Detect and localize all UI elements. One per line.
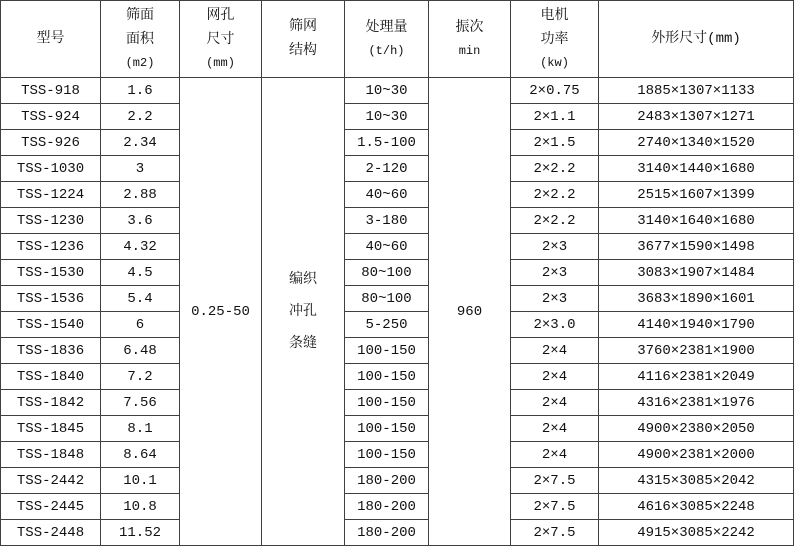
cell-model: TSS-926 [1, 130, 101, 156]
header-frequency-unit: min [458, 44, 481, 58]
cell-model: TSS-1030 [1, 156, 101, 182]
cell-power: 2×2.2 [511, 208, 599, 234]
header-capacity [345, 1, 429, 78]
table-row [1, 494, 794, 520]
table-row [1, 260, 794, 286]
cell-model: TSS-1845 [1, 416, 101, 442]
cell-screen-area: 2.88 [101, 182, 180, 208]
cell-screen-area: 4.5 [101, 260, 180, 286]
cell-model: TSS-1836 [1, 338, 101, 364]
cell-dimensions: 4900×2381×2000 [599, 442, 794, 468]
table-row [1, 468, 794, 494]
cell-screen-area: 2.34 [101, 130, 180, 156]
header-structure [262, 1, 345, 78]
cell-capacity: 10~30 [345, 78, 429, 104]
cell-dimensions: 3677×1590×1498 [599, 234, 794, 260]
table-row [1, 130, 794, 156]
cell-power: 2×4 [511, 390, 599, 416]
header-model-label: 型号 [36, 31, 65, 47]
cell-screen-area: 2.2 [101, 104, 180, 130]
cell-power: 2×3.0 [511, 312, 599, 338]
cell-dimensions: 3683×1890×1601 [599, 286, 794, 312]
cell-dimensions: 3760×2381×1900 [599, 338, 794, 364]
cell-capacity: 80~100 [345, 260, 429, 286]
cell-capacity: 180-200 [345, 468, 429, 494]
cell-capacity: 180-200 [345, 520, 429, 546]
cell-capacity: 1.5-100 [345, 130, 429, 156]
header-model [1, 1, 101, 78]
cell-capacity: 100-150 [345, 416, 429, 442]
cell-screen-structure-merged [262, 78, 345, 546]
cell-power: 2×0.75 [511, 78, 599, 104]
table-row [1, 312, 794, 338]
screen-structure-line: 冲孔 [289, 303, 317, 320]
table-row [1, 182, 794, 208]
table-row [1, 156, 794, 182]
cell-dimensions: 4616×3085×2248 [599, 494, 794, 520]
table-row [1, 416, 794, 442]
cell-screen-area: 8.64 [101, 442, 180, 468]
header-dimensions [599, 1, 794, 78]
header-capacity-line1: 处理量 [365, 20, 408, 36]
cell-vibration-frequency-merged: 960 [429, 78, 511, 546]
table-row [1, 390, 794, 416]
screen-structure-line: 条缝 [289, 335, 317, 352]
cell-screen-area: 8.1 [101, 416, 180, 442]
header-mesh-size-unit: (mm) [206, 56, 235, 70]
cell-power: 2×1.1 [511, 104, 599, 130]
cell-power: 2×3 [511, 260, 599, 286]
table-row [1, 286, 794, 312]
cell-power: 2×3 [511, 234, 599, 260]
cell-model: TSS-1842 [1, 390, 101, 416]
cell-model: TSS-1236 [1, 234, 101, 260]
table-row [1, 520, 794, 546]
cell-model: TSS-2445 [1, 494, 101, 520]
cell-dimensions: 3140×1440×1680 [599, 156, 794, 182]
header-screen-area-unit: (m2) [125, 56, 155, 70]
table-row [1, 442, 794, 468]
cell-dimensions: 3083×1907×1484 [599, 260, 794, 286]
cell-capacity: 10~30 [345, 104, 429, 130]
cell-power: 2×4 [511, 416, 599, 442]
header-structure-line1: 筛网 [289, 19, 317, 35]
cell-screen-area: 10.1 [101, 468, 180, 494]
header-power-line1: 电机 [540, 8, 569, 24]
cell-power: 2×2.2 [511, 156, 599, 182]
cell-capacity: 3-180 [345, 208, 429, 234]
cell-capacity: 2-120 [345, 156, 429, 182]
header-screen-area-line1: 筛面 [126, 8, 154, 24]
header-mesh-size-line1: 网孔 [206, 8, 235, 24]
cell-model: TSS-2448 [1, 520, 101, 546]
header-mesh-size [180, 1, 262, 78]
cell-screen-area: 10.8 [101, 494, 180, 520]
cell-model: TSS-2442 [1, 468, 101, 494]
header-capacity-unit: (t/h) [368, 44, 405, 58]
cell-power: 2×2.2 [511, 182, 599, 208]
cell-dimensions: 4315×3085×2042 [599, 468, 794, 494]
cell-model: TSS-1230 [1, 208, 101, 234]
header-row [1, 1, 794, 78]
table-row [1, 104, 794, 130]
header-frequency-line1: 振次 [455, 20, 484, 36]
cell-capacity: 100-150 [345, 364, 429, 390]
cell-screen-area: 6.48 [101, 338, 180, 364]
cell-capacity: 100-150 [345, 442, 429, 468]
cell-capacity: 40~60 [345, 182, 429, 208]
cell-screen-area: 5.4 [101, 286, 180, 312]
header-power [511, 1, 599, 78]
cell-dimensions: 2515×1607×1399 [599, 182, 794, 208]
cell-screen-area: 3 [101, 156, 180, 182]
cell-screen-area: 11.52 [101, 520, 180, 546]
cell-dimensions: 4915×3085×2242 [599, 520, 794, 546]
cell-power: 2×7.5 [511, 494, 599, 520]
cell-power: 2×4 [511, 364, 599, 390]
cell-power: 2×1.5 [511, 130, 599, 156]
cell-power: 2×4 [511, 338, 599, 364]
cell-capacity: 5-250 [345, 312, 429, 338]
cell-model: TSS-1224 [1, 182, 101, 208]
header-power-line2: 功率 [540, 32, 569, 48]
cell-dimensions: 4140×1940×1790 [599, 312, 794, 338]
cell-screen-area: 7.56 [101, 390, 180, 416]
cell-capacity: 80~100 [345, 286, 429, 312]
table-row [1, 208, 794, 234]
cell-dimensions: 2483×1307×1271 [599, 104, 794, 130]
cell-model: TSS-1840 [1, 364, 101, 390]
cell-mesh-size-merged: 0.25-50 [180, 78, 262, 546]
cell-dimensions: 4316×2381×1976 [599, 390, 794, 416]
cell-capacity: 40~60 [345, 234, 429, 260]
cell-model: TSS-1530 [1, 260, 101, 286]
table-header [1, 1, 794, 78]
header-frequency [429, 1, 511, 78]
cell-power: 2×4 [511, 442, 599, 468]
cell-model: TSS-1540 [1, 312, 101, 338]
cell-model: TSS-1848 [1, 442, 101, 468]
cell-dimensions: 4900×2380×2050 [599, 416, 794, 442]
table-row [1, 234, 794, 260]
cell-power: 2×3 [511, 286, 599, 312]
cell-model: TSS-924 [1, 104, 101, 130]
cell-capacity: 100-150 [345, 338, 429, 364]
table-row [1, 78, 794, 104]
header-structure-line2: 结构 [289, 43, 317, 59]
cell-screen-area: 3.6 [101, 208, 180, 234]
cell-model: TSS-918 [1, 78, 101, 104]
cell-screen-area: 4.32 [101, 234, 180, 260]
cell-screen-area: 1.6 [101, 78, 180, 104]
cell-capacity: 180-200 [345, 494, 429, 520]
cell-screen-area: 7.2 [101, 364, 180, 390]
cell-screen-area: 6 [101, 312, 180, 338]
header-mesh-size-line2: 尺寸 [206, 32, 235, 48]
screen-structure-line: 编织 [289, 271, 317, 288]
header-power-unit: (kw) [540, 56, 569, 70]
cell-capacity: 100-150 [345, 390, 429, 416]
cell-power: 2×7.5 [511, 468, 599, 494]
header-dimensions-label: 外形尺寸(mm) [651, 31, 741, 47]
table-row [1, 338, 794, 364]
table-row [1, 364, 794, 390]
cell-dimensions: 4116×2381×2049 [599, 364, 794, 390]
header-screen-area-line2: 面积 [126, 32, 154, 48]
cell-model: TSS-1536 [1, 286, 101, 312]
cell-dimensions: 2740×1340×1520 [599, 130, 794, 156]
table-body [1, 78, 794, 546]
cell-dimensions: 1885×1307×1133 [599, 78, 794, 104]
cell-dimensions: 3140×1640×1680 [599, 208, 794, 234]
header-screen-area [101, 1, 180, 78]
cell-power: 2×7.5 [511, 520, 599, 546]
